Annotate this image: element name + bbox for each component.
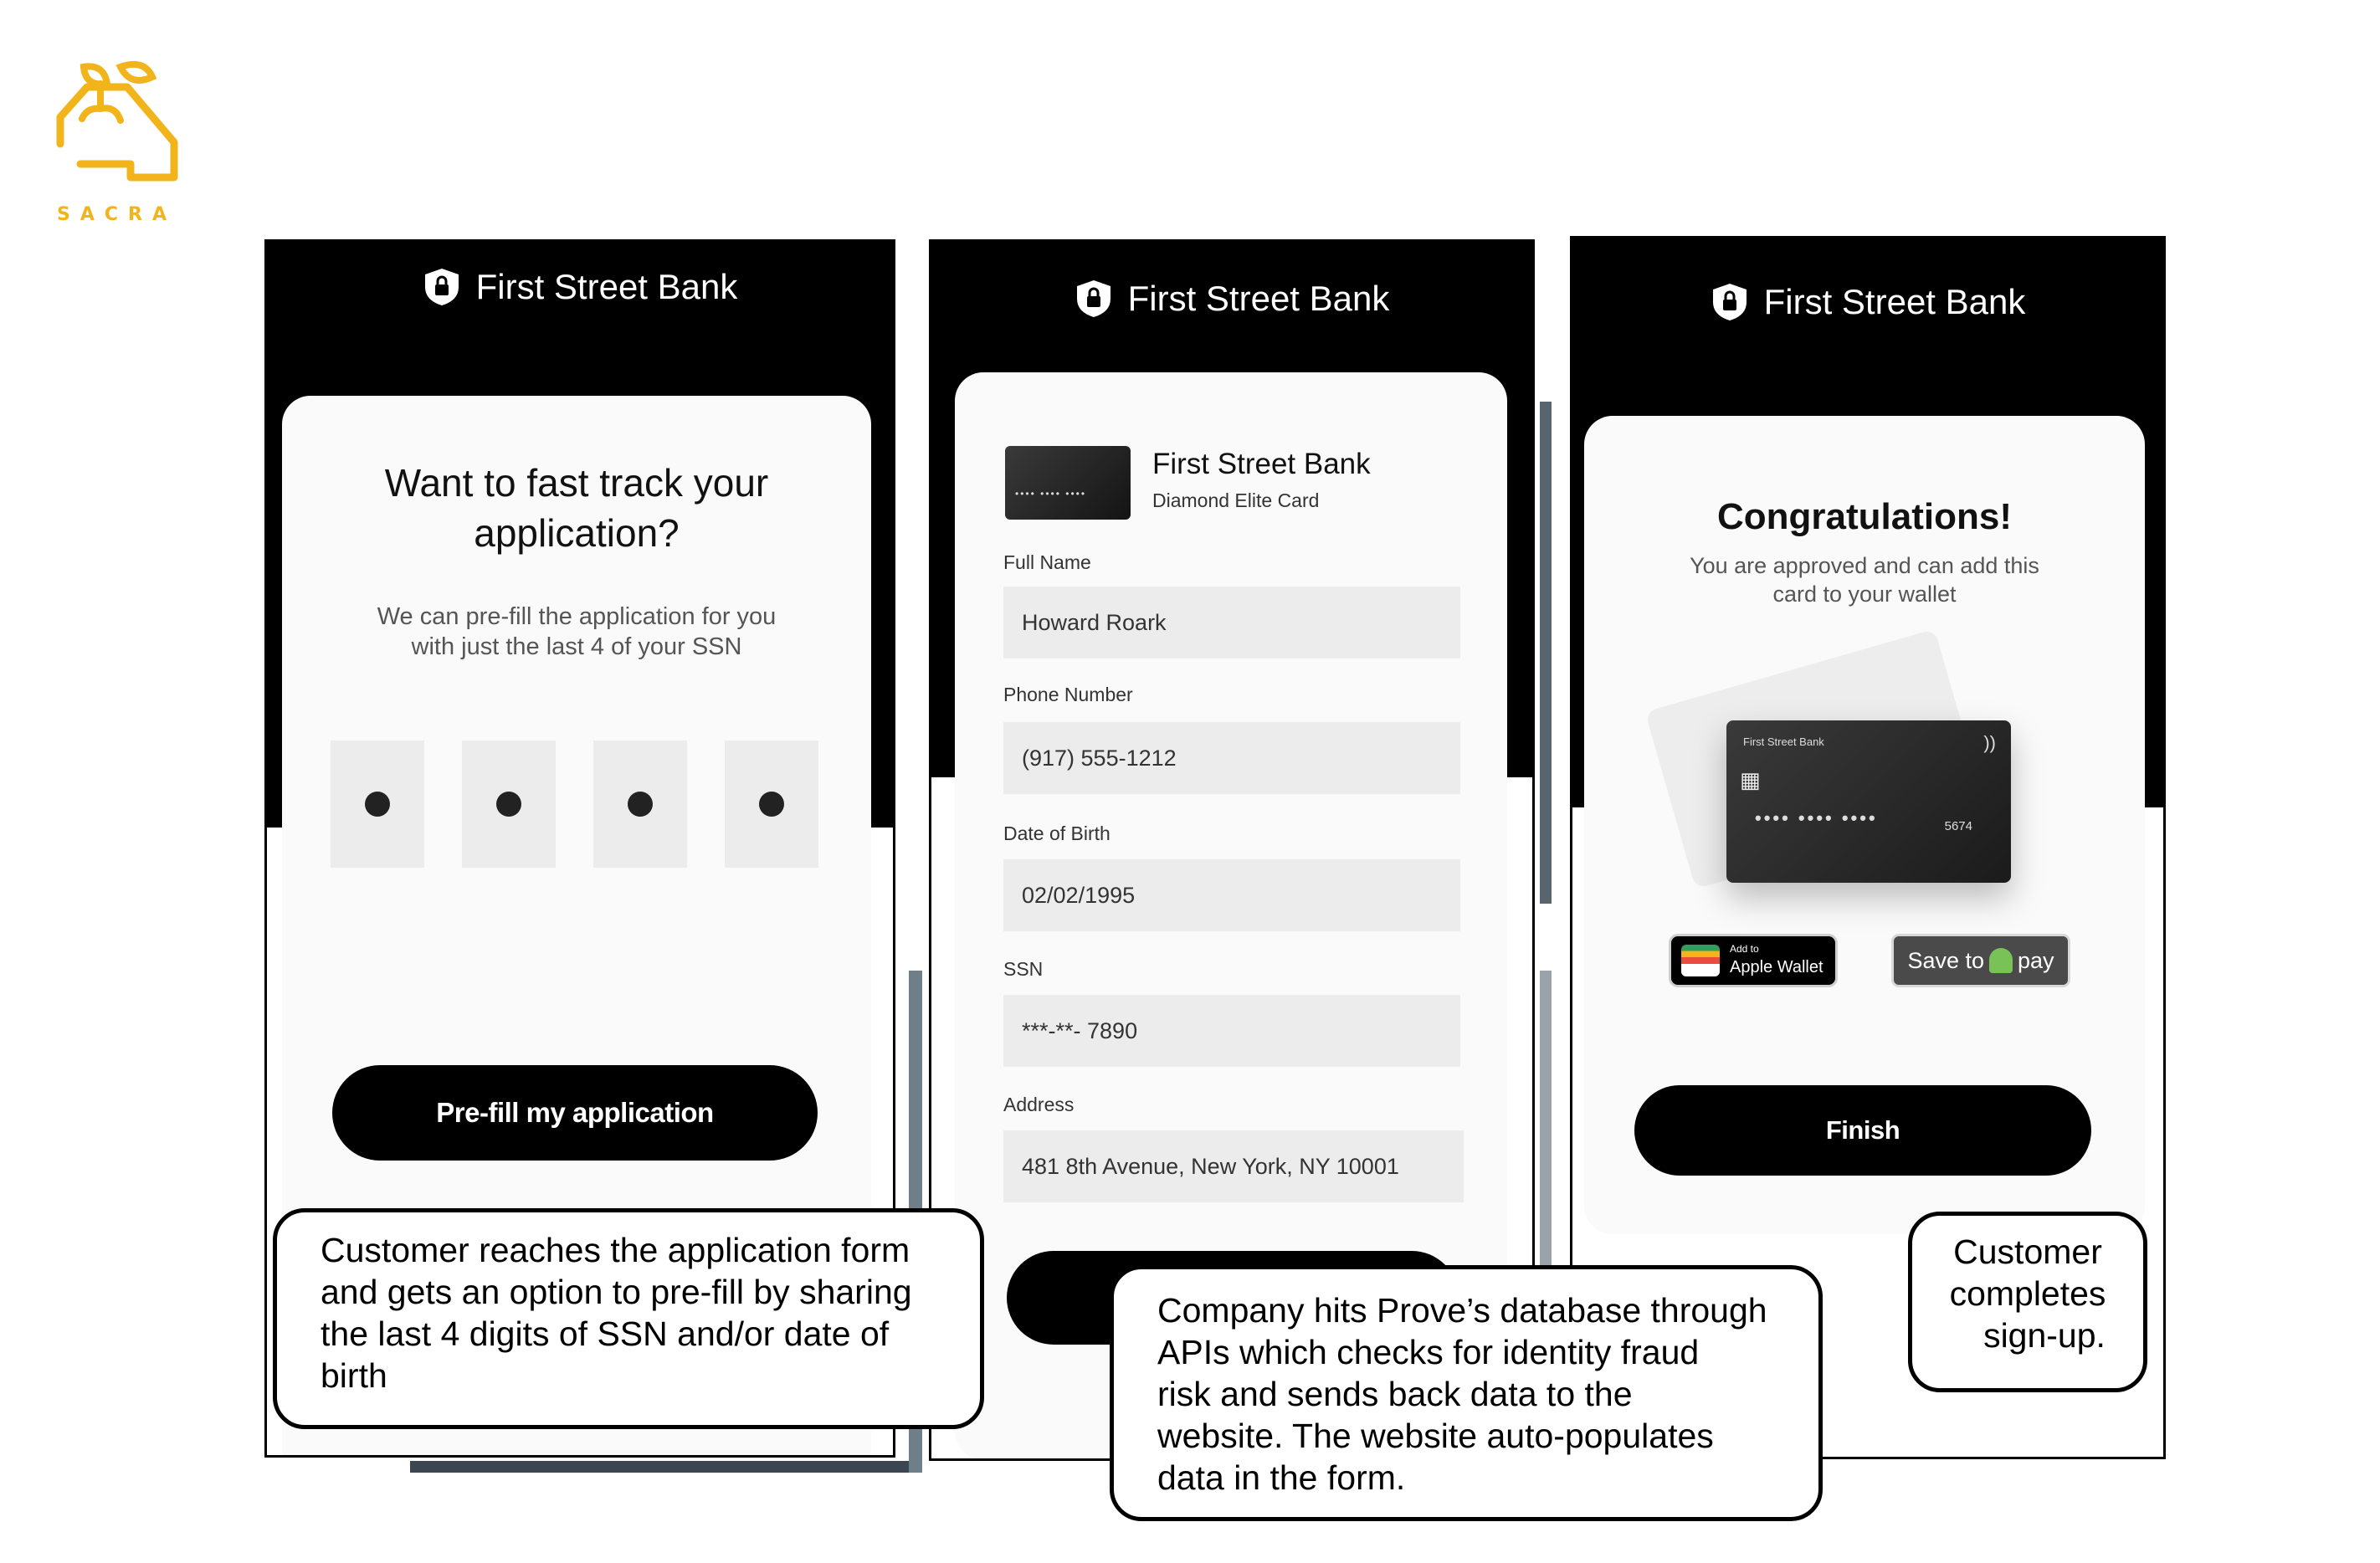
headline-line-1: Want to fast track your [384,461,769,505]
apple-wallet-small-text: Add to [1730,943,1759,955]
callout-line: risk and sends back data to the [1157,1375,1633,1413]
shield-lock-icon [1075,279,1113,319]
ssn-label: SSN [1003,958,1044,980]
callout-line: the last 4 digits of SSN and/or date of [321,1314,890,1353]
bank-name: First Street Bank [1763,282,2026,321]
ssn-field[interactable]: ***-**- 7890 [1003,995,1460,1067]
card-last-four: 5674 [1944,819,1972,833]
full-name-label: Full Name [1003,551,1091,573]
background-photo-strip [410,1461,912,1473]
masked-digit-dot [365,792,390,817]
masked-digit-dot [496,792,521,817]
callout-line: and gets an option to pre-fill by sharing [321,1273,912,1311]
headline-line-2: application? [474,511,680,555]
bank-name: First Street Bank [1127,279,1390,318]
chip-icon: ▦ [1740,767,1761,792]
ssn-digit-input[interactable] [462,741,556,868]
callout-line: Company hits Prove’s database through [1157,1291,1767,1330]
callout-line: completes [1949,1274,2106,1313]
phone-number-field[interactable]: (917) 555-1212 [1003,722,1460,794]
approved-subtext-line-2: card to your wallet [1772,582,1957,607]
date-of-birth-label: Date of Birth [1003,822,1110,844]
congratulations-title: Congratulations! [1717,496,2012,537]
subtext-line-1: We can pre-fill the application for you [377,603,777,630]
save-to-gpay-button[interactable] [1894,936,2068,985]
card-bank-name: First Street Bank [1152,448,1371,480]
approved-subtext-line-1: You are approved and can add this [1690,553,2039,578]
phone-number-label: Phone Number [1003,684,1133,705]
subtext-line-2: with just the last 4 of your SSN [411,633,742,660]
address-label: Address [1003,1094,1075,1115]
callout-line: APIs which checks for identity fraud [1157,1333,1700,1371]
callout-line: birth [321,1356,387,1395]
card-number-mask: •••• •••• •••• [1755,807,1878,828]
gpay-pay-text: pay [2018,947,2054,973]
callout-step-1 [273,1208,984,1429]
callout-step-3 [1908,1212,2147,1392]
callout-line: sign-up. [1983,1316,2106,1355]
callout-line: website. The website auto-populates [1157,1417,1714,1455]
card-brand-text: First Street Bank [1743,735,1824,748]
callout-step-2 [1110,1265,1823,1521]
date-of-birth-field[interactable]: 02/02/1995 [1003,859,1460,931]
card-type: Diamond Elite Card [1152,489,1320,511]
background-photo-strip [1540,402,1552,904]
app-header [931,279,1532,319]
prefill-application-button[interactable]: Pre-fill my application [332,1065,818,1161]
masked-digit-dot [759,792,784,817]
address-field[interactable]: 481 8th Avenue, New York, NY 10001 [1003,1130,1464,1202]
ssn-digit-input[interactable] [593,741,687,868]
shield-lock-icon [423,267,461,307]
contactless-icon: )) [1983,732,1996,753]
ssn-digit-input[interactable] [725,741,818,868]
full-name-field[interactable]: Howard Roark [1003,587,1460,659]
add-to-apple-wallet-button[interactable] [1671,936,1835,985]
masked-digit-dot [628,792,653,817]
shield-lock-icon [1711,282,1749,322]
apple-wallet-text: Apple Wallet [1730,958,1823,976]
android-icon [1989,948,2013,973]
callout-line: data in the form. [1157,1458,1406,1497]
credit-card-thumbnail: •••• •••• •••• [1005,446,1131,520]
app-header [1572,282,2163,322]
background-photo-strip [1540,971,1552,1272]
sacra-logo-text: SACRA [57,204,177,225]
bank-name: First Street Bank [475,267,738,306]
finish-button[interactable]: Finish [1634,1085,2091,1176]
apple-wallet-icon [1681,945,1720,976]
credit-card-graphic [1726,720,2011,883]
gpay-save-text: Save to [1907,947,1984,973]
ssn-digit-input[interactable] [331,741,424,868]
app-header [267,267,893,307]
callout-line: Customer [1953,1232,2102,1271]
callout-line: Customer reaches the application form [321,1231,910,1269]
